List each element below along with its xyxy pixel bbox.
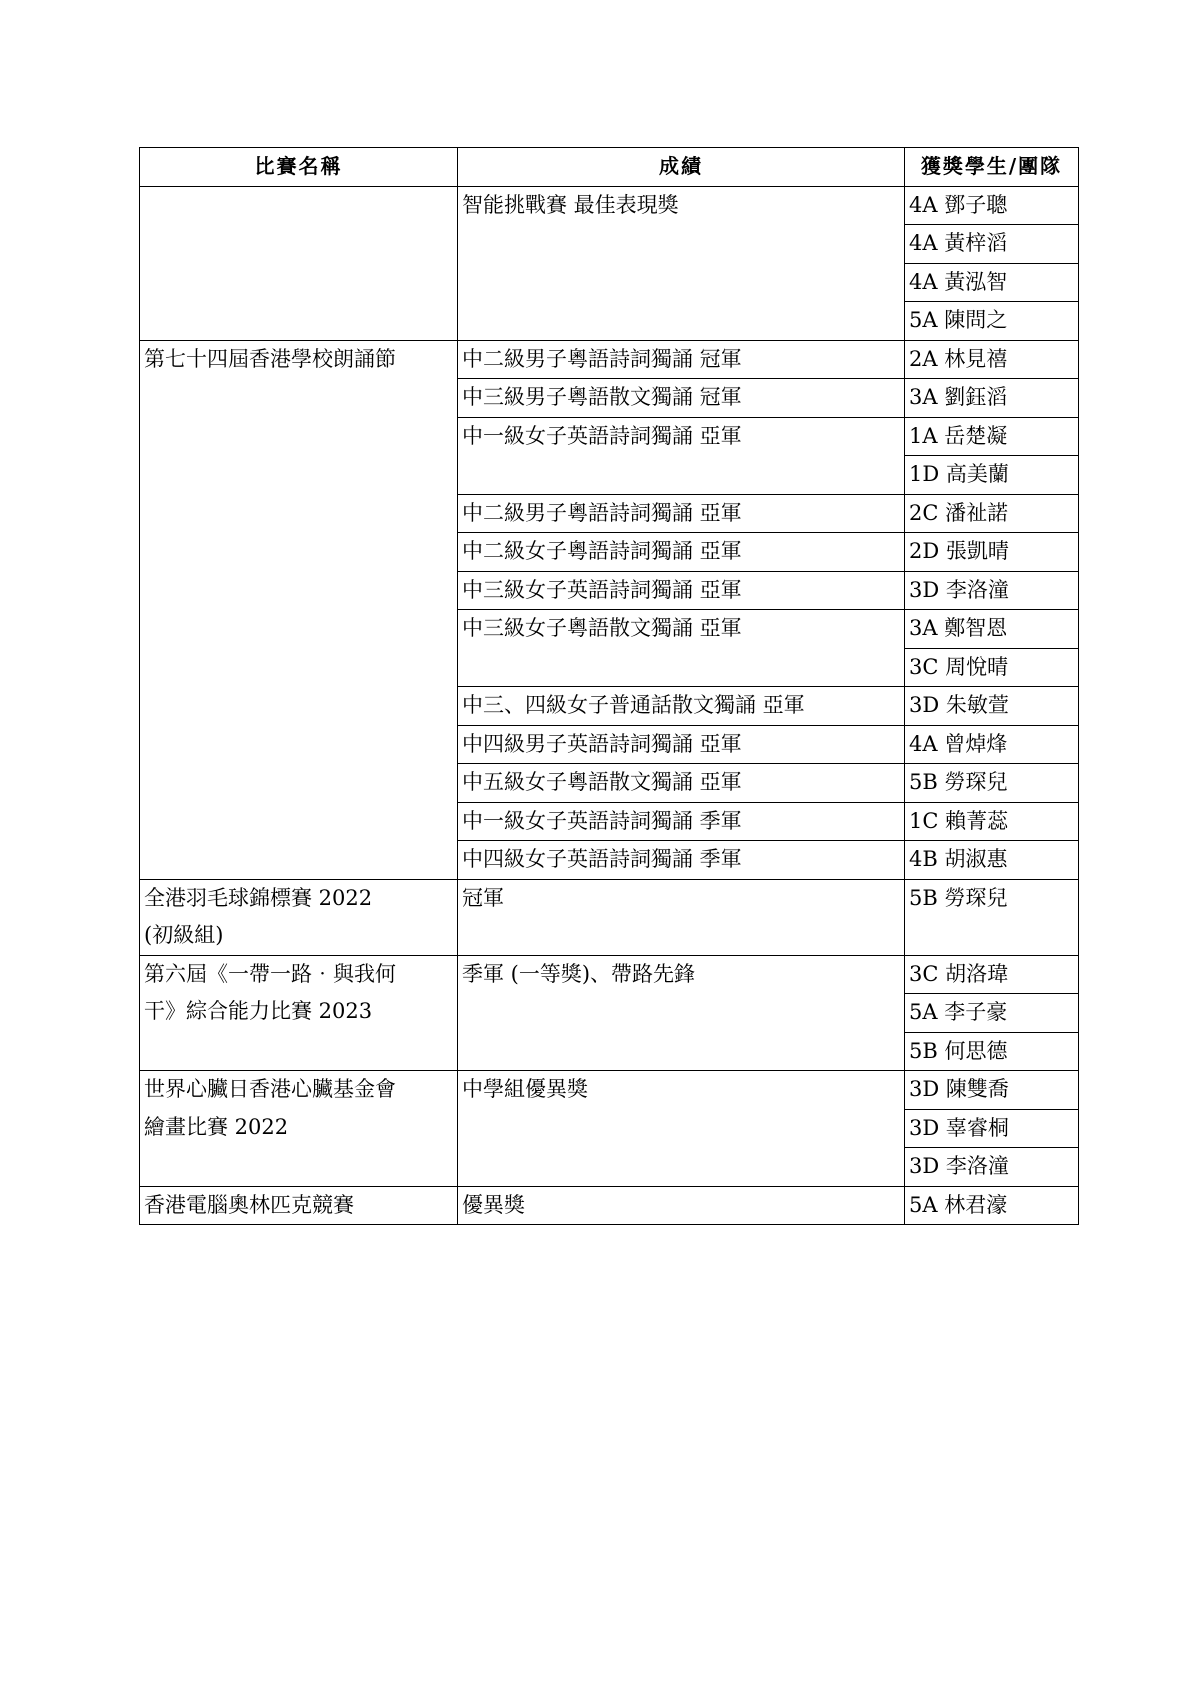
student-cell: 3A 鄭智恩	[905, 610, 1079, 649]
student-cell: 4A 曾焯烽	[905, 725, 1079, 764]
competition-name-cell	[140, 1186, 458, 1225]
student-cell: 3D 朱敏萱	[905, 687, 1079, 726]
result-cell: 中一級女子英語詩詞獨誦 亞軍	[458, 417, 905, 494]
competition-name-line: 繪畫比賽 2022	[144, 1114, 289, 1139]
student-cell: 1A 岳楚凝	[905, 417, 1079, 456]
student-cell: 5A 李子豪	[905, 994, 1079, 1033]
student-cell: 3D 李洛潼	[905, 571, 1079, 610]
student-cell: 2A 林見禧	[905, 340, 1079, 379]
student-cell: 4A 黃梓滔	[905, 225, 1079, 264]
competition-name-line: 第七十四屆香港學校朗誦節	[144, 346, 396, 371]
student-cell: 2C 潘祉諾	[905, 494, 1079, 533]
result-cell: 冠軍	[458, 879, 905, 955]
competition-name-line: 香港電腦奧林匹克競賽	[144, 1192, 354, 1217]
result-cell: 智能挑戰賽 最佳表現獎	[458, 186, 905, 340]
student-cell: 5A 林君濠	[905, 1186, 1079, 1225]
result-cell: 中三級女子英語詩詞獨誦 亞軍	[458, 571, 905, 610]
header-competition: 比賽名稱	[140, 148, 458, 187]
header-students: 獲獎學生/團隊	[905, 148, 1079, 187]
competition-name-line: 第六屆《一帶一路‧與我何	[144, 961, 396, 986]
competition-name-cell	[140, 1071, 458, 1187]
student-cell: 5A 陳問之	[905, 302, 1079, 341]
table-row	[140, 1071, 1079, 1110]
result-cell: 中一級女子英語詩詞獨誦 季軍	[458, 802, 905, 841]
awards-body	[140, 186, 1079, 1225]
result-cell: 季軍 (一等獎)、帶路先鋒	[458, 955, 905, 1071]
result-cell: 中三級女子粵語散文獨誦 亞軍	[458, 610, 905, 687]
header-result: 成績	[458, 148, 905, 187]
table-row	[140, 1186, 1079, 1225]
competition-name-cell	[140, 186, 458, 340]
student-cell: 5B 勞琛兒	[905, 764, 1079, 803]
student-cell: 3A 劉鈺滔	[905, 379, 1079, 418]
result-cell: 中學組優異獎	[458, 1071, 905, 1187]
student-cell: 1D 高美蘭	[905, 456, 1079, 495]
competition-name-line: 全港羽毛球錦標賽 2022	[144, 885, 373, 910]
result-cell: 中三級男子粵語散文獨誦 冠軍	[458, 379, 905, 418]
student-cell: 3D 陳雙喬	[905, 1071, 1079, 1110]
student-cell: 3C 周悅晴	[905, 648, 1079, 687]
student-cell: 1C 賴菁蕊	[905, 802, 1079, 841]
table-row	[140, 186, 1079, 225]
header-row	[140, 148, 1079, 187]
table-row	[140, 955, 1079, 994]
competition-name-cell	[140, 879, 458, 955]
result-cell: 中四級男子英語詩詞獨誦 亞軍	[458, 725, 905, 764]
competition-name-cell	[140, 955, 458, 1071]
competition-name-line: (初級組)	[144, 923, 224, 947]
competition-name-line: 世界心臟日香港心臟基金會	[144, 1077, 396, 1101]
competition-name-cell	[140, 340, 458, 879]
result-cell: 優異獎	[458, 1186, 905, 1225]
competition-name-line: 干》綜合能力比賽 2023	[144, 999, 373, 1023]
result-cell: 中四級女子英語詩詞獨誦 季軍	[458, 841, 905, 880]
student-cell: 2D 張凱晴	[905, 533, 1079, 572]
student-cell: 4A 黃泓智	[905, 263, 1079, 302]
awards-table	[139, 147, 1079, 1225]
student-cell: 3D 李洛潼	[905, 1148, 1079, 1187]
student-cell: 3D 辜睿桐	[905, 1109, 1079, 1148]
student-cell: 4A 鄧子聰	[905, 186, 1079, 225]
result-cell: 中二級男子粵語詩詞獨誦 亞軍	[458, 494, 905, 533]
result-cell: 中五級女子粵語散文獨誦 亞軍	[458, 764, 905, 803]
result-cell: 中二級女子粵語詩詞獨誦 亞軍	[458, 533, 905, 572]
table-row	[140, 340, 1079, 379]
result-cell: 中二級男子粵語詩詞獨誦 冠軍	[458, 340, 905, 379]
student-cell: 5B 何思德	[905, 1032, 1079, 1071]
student-cell: 3C 胡洛瑋	[905, 955, 1079, 994]
result-cell: 中三、四級女子普通話散文獨誦 亞軍	[458, 687, 905, 726]
student-cell: 5B 勞琛兒	[905, 879, 1079, 955]
student-cell: 4B 胡淑惠	[905, 841, 1079, 880]
